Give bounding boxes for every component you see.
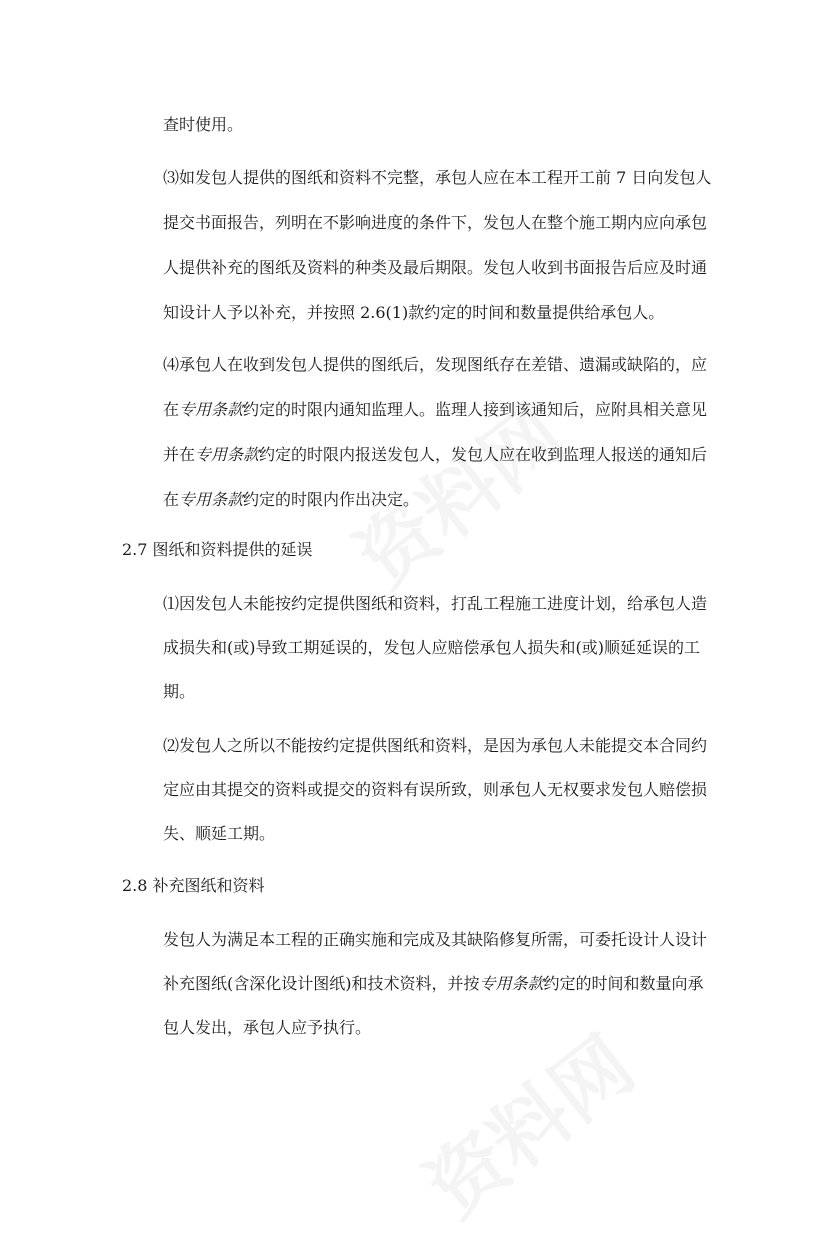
text-run: 约定的时限内作出决定。 [243, 490, 420, 509]
text-run: 并在 [163, 445, 196, 464]
special-clause-reference: 专用条款 [179, 400, 244, 419]
special-clause-reference: 专用条款 [195, 445, 260, 464]
text-line: ⑷承包人在收到发包人提供的图纸后，发现图纸存在差错、遗漏或缺陷的，应 [163, 355, 708, 374]
text-run: 约定的时限内通知监理人。监理人接到该通知后，应附具相关意见 [243, 400, 708, 419]
text-run: 约定的时限内报送发包人，发包人应在收到监理人报送的通知后 [259, 445, 708, 464]
text-line: 失、顺延工期。 [163, 824, 276, 843]
special-clause-reference: 专用条款 [179, 490, 244, 509]
text-line: 包人发出，承包人应予执行。 [163, 1018, 372, 1037]
text-line: 定应由其提交的资料或提交的资料有误所致，则承包人无权要求发包人赔偿损 [163, 780, 708, 799]
text-line: ⑵发包人之所以不能按约定提供图纸和资料，是因为承包人未能提交本合同约 [163, 736, 708, 755]
watermark-lower [400, 1006, 653, 1238]
text-run: 在 [163, 400, 180, 419]
text-line: 成损失和(或)导致工期延误的，发包人应赔偿承包人损失和(或)顺延延误的工 [163, 638, 700, 657]
text-line: 知设计人予以补充，并按照 2.6(1)款约定的时间和数量提供给承包人。 [163, 303, 665, 322]
text-run: 在 [163, 490, 180, 509]
text-line [163, 490, 419, 510]
text-line [163, 445, 707, 465]
text-line: 期。 [163, 682, 196, 701]
text-line [163, 400, 707, 420]
text-line: 提交书面报告，列明在不影响进度的条件下，发包人在整个施工期内应向承包 [163, 213, 708, 232]
text-line: 人提供补充的图纸及资料的种类及最后期限。发包人收到书面报告后应及时通 [163, 258, 708, 277]
special-clause-reference: 专用条款 [479, 974, 544, 993]
section-heading-2-8: 2.8 补充图纸和资料 [122, 876, 265, 895]
text-run: 补充图纸(含深化设计图纸)和技术资料，并按 [163, 974, 480, 993]
text-line: 查时使用。 [163, 115, 244, 134]
text-line [163, 974, 704, 994]
text-line: ⑶如发包人提供的图纸和资料不完整，承包人应在本工程开工前 7 日向发包人 [163, 168, 712, 187]
text-line: ⑴因发包人未能按约定提供图纸和资料，打乱工程施工进度计划，给承包人造 [163, 594, 708, 613]
text-run: 约定的时间和数量向承 [543, 974, 704, 993]
text-line: 发包人为满足本工程的正确实施和完成及其缺陷修复所需，可委托设计人设计 [163, 930, 708, 949]
section-heading-2-7: 2.7 图纸和资料提供的延误 [122, 540, 313, 559]
